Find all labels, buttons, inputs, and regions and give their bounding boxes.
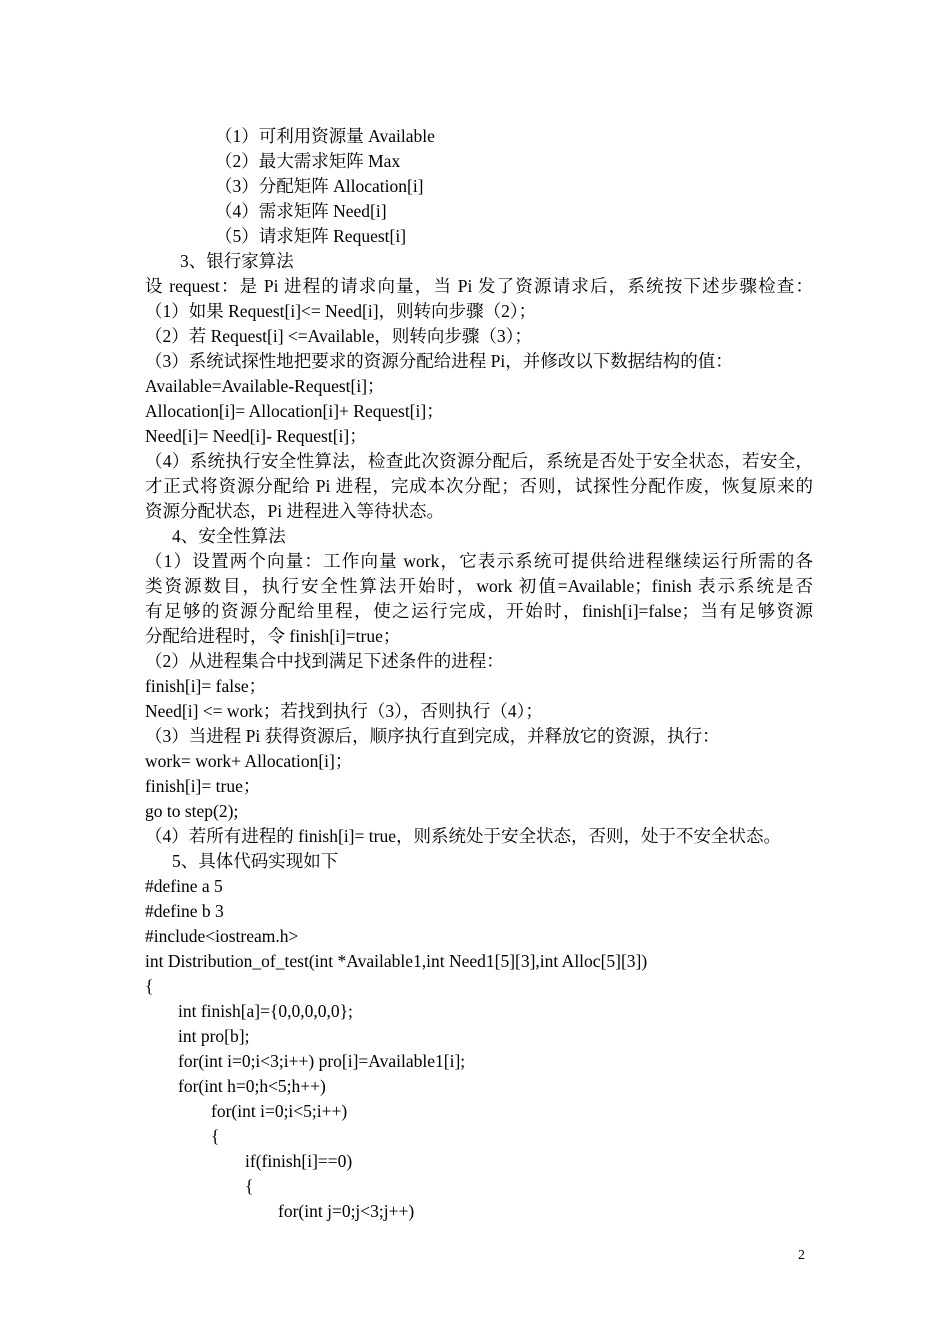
- code-line: int finish[a]={0,0,0,0,0};: [178, 1001, 353, 1021]
- paragraph-line: Need[i] <= work；若找到执行（3），否则执行（4）；: [145, 701, 543, 721]
- paragraph-line: 资源分配状态，Pi 进程进入等待状态。: [145, 501, 444, 521]
- section-heading: 5、具体代码实现如下: [172, 851, 339, 871]
- page-number: 2: [798, 1248, 805, 1263]
- paragraph-line: Allocation[i]= Allocation[i]+ Request[i]；: [145, 401, 444, 421]
- paragraph-line: 类资源数目，执行安全性算法开始时，work 初值=Available；finish 表示系统是否: [145, 576, 813, 596]
- paragraph-line: finish[i]= false；: [145, 676, 267, 696]
- code-line: int pro[b];: [178, 1026, 250, 1046]
- code-line: if(finish[i]==0): [245, 1151, 353, 1171]
- section-heading: 3、银行家算法: [180, 251, 294, 271]
- code-line: int Distribution_of_test(int *Available1,int Need1[5][3],int Alloc[5][3]): [145, 951, 648, 971]
- paragraph-line: finish[i]= true；: [145, 776, 261, 796]
- code-line: #define a 5: [145, 876, 223, 896]
- paragraph-line: （4）系统执行安全性算法，检查此次资源分配后，系统是否处于安全状态，若安全，: [145, 451, 813, 471]
- code-line: for(int i=0;i<3;i++) pro[i]=Available1[i];: [178, 1051, 466, 1071]
- paragraph-line: Need[i]= Need[i]- Request[i]；: [145, 426, 367, 446]
- list-item: （5）请求矩阵 Request[i]: [215, 226, 407, 246]
- paragraph-line: （3）当进程 Pi 获得资源后，顺序执行直到完成，并释放它的资源，执行：: [145, 726, 720, 746]
- paragraph-line: go to step(2);: [145, 801, 239, 821]
- code-line: #define b 3: [145, 901, 224, 921]
- code-line: {: [245, 1176, 254, 1196]
- list-item: （3）分配矩阵 Allocation[i]: [215, 176, 424, 196]
- paragraph-line: 分配给进程时，令 finish[i]=true；: [145, 626, 401, 646]
- code-line: for(int i=0;i<5;i++): [211, 1101, 348, 1121]
- paragraph-line: （3）系统试探性地把要求的资源分配给进程 Pi，并修改以下数据结构的值：: [145, 351, 733, 371]
- code-line: for(int h=0;h<5;h++): [178, 1076, 326, 1096]
- code-line: for(int j=0;j<3;j++): [278, 1201, 415, 1221]
- paragraph-line: （4）若所有进程的 finish[i]= true，则系统处于安全状态，否则，处于不安全状态。: [145, 826, 781, 846]
- list-item: （2）最大需求矩阵 Max: [215, 151, 401, 171]
- paragraph-line: 才正式将资源分配给 Pi 进程，完成本次分配；否则，试探性分配作废，恢复原来的: [145, 476, 813, 496]
- code-line: {: [145, 976, 154, 996]
- paragraph-line: （1）设置两个向量：工作向量 work，它表示系统可提供给进程继续运行所需的各: [145, 551, 813, 571]
- list-item: （4）需求矩阵 Need[i]: [215, 201, 387, 221]
- section-heading: 4、安全性算法: [172, 526, 286, 546]
- paragraph-line: Available=Available-Request[i]；: [145, 376, 385, 396]
- paragraph-line: 设 request：是 Pi 进程的请求向量，当 Pi 发了资源请求后，系统按下述步骤检查：: [145, 276, 813, 296]
- paragraph-line: 有足够的资源分配给里程，使之运行完成，开始时，finish[i]=false；当有足够资源: [145, 601, 813, 621]
- paragraph-line: （2）从进程集合中找到满足下述条件的进程：: [145, 651, 504, 671]
- code-line: {: [211, 1126, 220, 1146]
- paragraph-line: work= work+ Allocation[i]；: [145, 751, 353, 771]
- code-line: #include<iostream.h>: [145, 926, 299, 946]
- paragraph-line: （1）如果 Request[i]<= Need[i]，则转向步骤（2）；: [145, 301, 537, 321]
- paragraph-line: （2）若 Request[i] <=Available，则转向步骤（3）；: [145, 326, 532, 346]
- list-item: （1）可利用资源量 Available: [215, 126, 435, 146]
